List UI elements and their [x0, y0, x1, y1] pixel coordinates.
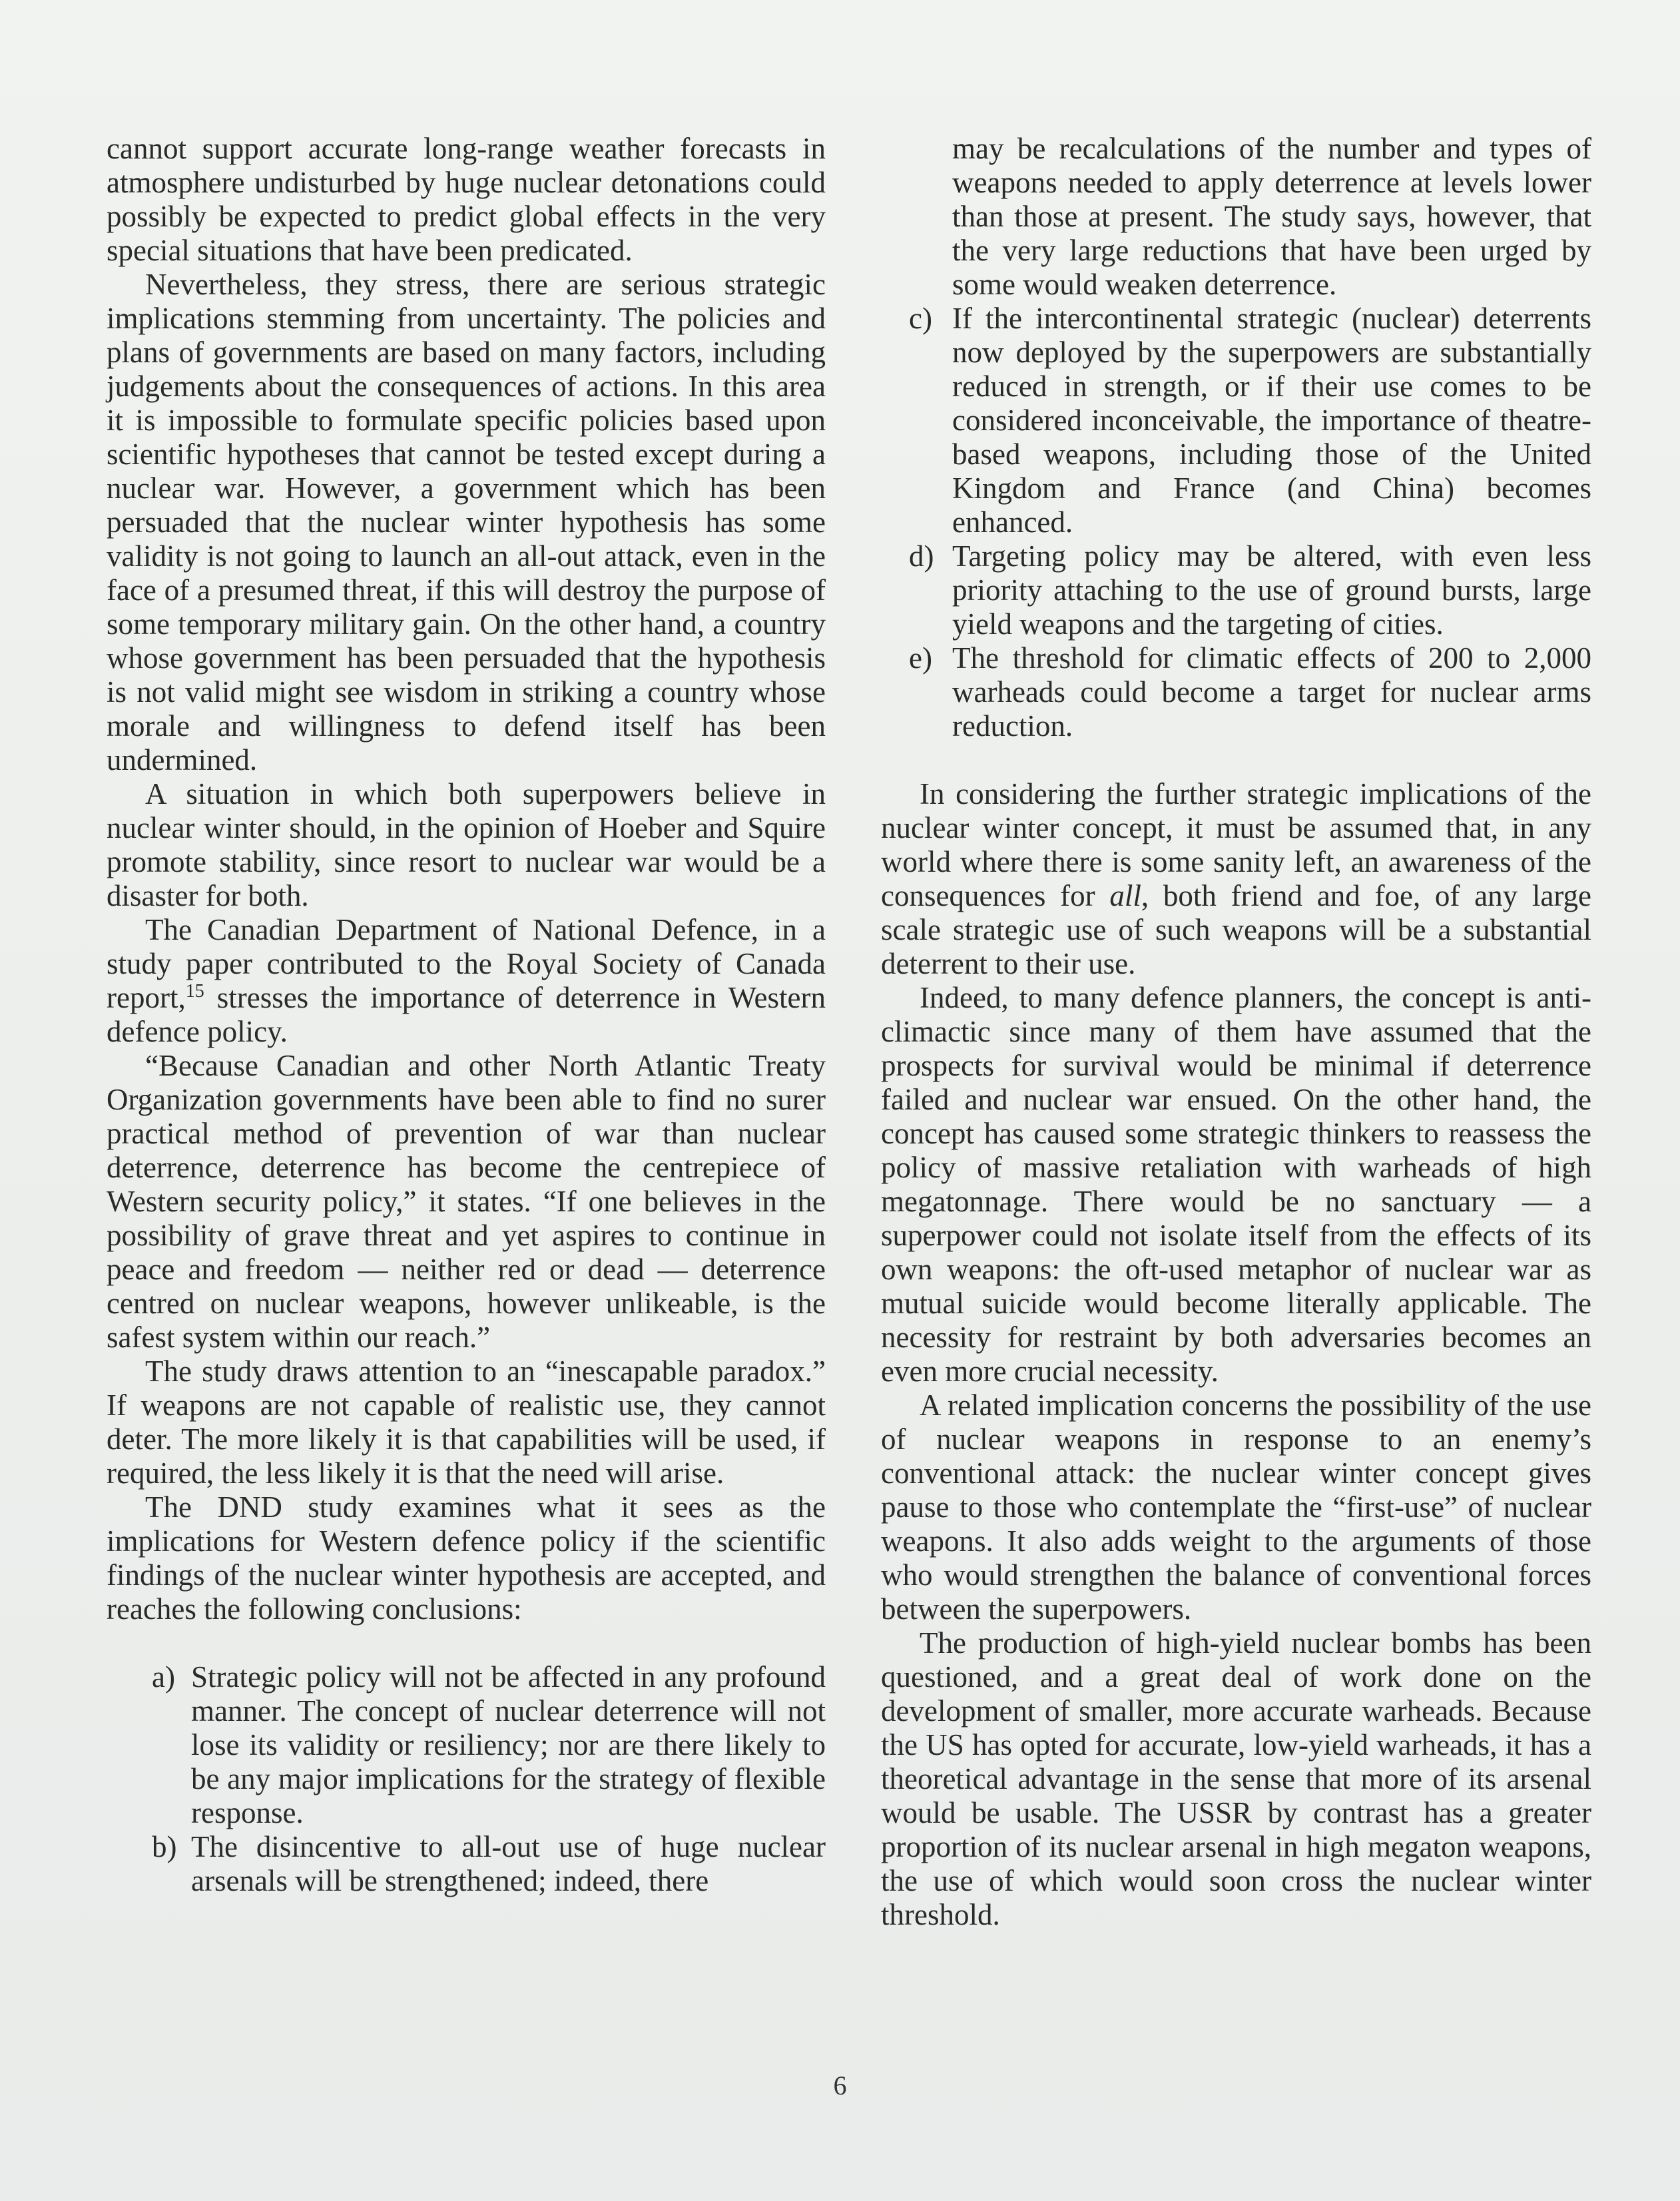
paragraph-text: The Canadian Department of National Defence, in a study paper contributed to the Royal Society of Canada report, — [107, 913, 826, 1014]
paragraph: Nevertheless, they stress, there are serious strategic implications stemming from uncertainty. The policies and plans of governments are based on many factors, including judgements about the consequences of actions. In this area it is impossible to formulate specific policies based upon scientific hypotheses that cannot be tested except during a nuclear war. However, a government which has been persuaded that the nuclear winter hypothesis has some validity is not going to launch an all-out attack, even in the face of a presumed threat, if this will destroy the purpose of some temporary military gain. On the other hand, a country whose government has been persuaded that the hypothesis is not valid might see wisdom in striking a country whose morale and willingness to defend itself has been undermined. — [107, 268, 826, 777]
list-item-text: Targeting policy may be altered, with even less priority attaching to the use of ground bursts, large yield weapons and the targeting of cities. — [952, 539, 1591, 641]
paragraph-text: stresses the importance of deterrence in Western defence policy. — [107, 981, 826, 1048]
list-item-label: b) — [152, 1830, 177, 1863]
emphasis-text: all — [1109, 879, 1141, 912]
list-item-text: may be recalculations of the number and types of weapons needed to apply deterrence at levels lower than those at present. The study says, however, that the very large reductions that have been urged by some would weaken deterrence. — [952, 132, 1591, 301]
list-item-text: If the intercontinental strategic (nuclear) deterrents now deployed by the superpowers are substantially reduced in strength, or if their use comes to be considered inconceivable, the importance of theatre-based weapons, including those of the United Kingdom and France (and China) becomes enhanced. — [952, 302, 1591, 539]
list-item-text: The threshold for climatic effects of 200 to 2,000 warheads could become a target for nuclear arms reduction. — [952, 641, 1591, 743]
quotation-paragraph: “Because Canadian and other North Atlantic Treaty Organization governments have been able to find no surer practical method of prevention of war than nuclear deterrence, deterrence has become the centrepiece of Western security policy,” it states. “If one believes in the possibility of grave threat and yet aspires to continue in peace and freedom — neither red or dead — deterrence centred on nuclear weapons, however unlikeable, is the safest system within our reach.” — [107, 1049, 826, 1354]
paragraph — [881, 777, 1591, 981]
list-item-text: The disincentive to all-out use of huge nuclear arsenals will be strengthened; indeed, there — [191, 1830, 826, 1897]
list-item-label: c) — [909, 302, 932, 335]
paragraph: Indeed, to many defence planners, the concept is anti-climactic since many of them have assumed that the prospects for survival would be minimal if deterrence failed and nuclear war ensued. On the other hand, the concept has caused some strategic thinkers to reassess the policy of massive retaliation with warheads of high megatonnage. There would be no sanctuary — a superpower could not isolate itself from the effects of its own weapons: the oft-used metaphor of nuclear war as mutual suicide would become literally applicable. The necessity for restraint by both adversaries becomes an even more crucial necessity. — [881, 981, 1591, 1388]
list-item-label: e) — [909, 641, 932, 675]
list-item — [881, 641, 1591, 743]
list-item-text: Strategic policy will not be affected in any profound manner. The concept of nuclear deterrence will not lose its validity or resiliency; nor are there likely to be any major implications for the strategy of flexible response. — [191, 1660, 826, 1829]
list-item — [881, 539, 1591, 641]
right-column — [881, 132, 1591, 1932]
paragraph: The DND study examines what it sees as the implications for Western defence policy if the scientific findings of the nuclear winter hypothesis are accepted, and reaches the following conclusions: — [107, 1490, 826, 1626]
list-item — [107, 1660, 826, 1830]
paragraph-text: In considering the further strategic implications of the nuclear winter concept, it must be assumed that, in any world where there is some sanity left, an awareness of the consequences for — [881, 777, 1591, 912]
footnote-reference: 15 — [185, 981, 204, 1002]
list-item-continuation — [881, 132, 1591, 302]
paragraph: A related implication concerns the possibility of the use of nuclear weapons in response to an enemy’s conventional attack: the nuclear winter concept gives pause to those who contemplate the “first-use” of nuclear weapons. It also adds weight to the arguments of those who would strengthen the balance of conventional forces between the superpowers. — [881, 1389, 1591, 1626]
list-item-label: a) — [152, 1660, 175, 1694]
paragraph: The study draws attention to an “inescapable paradox.” If weapons are not capable of realistic use, they cannot deter. The more likely it is that capabilities will be used, if required, the less likely it is that the need will arise. — [107, 1355, 826, 1490]
paragraph — [107, 913, 826, 1049]
left-column — [107, 132, 826, 1898]
paragraph: cannot support accurate long-range weather forecasts in atmosphere undisturbed by huge nuclear detonations could possibly be expected to predict global effects in the very special situations that have been predicated. — [107, 132, 826, 267]
paragraph: The production of high-yield nuclear bombs has been questioned, and a great deal of work done on the development of smaller, more accurate warheads. Because the US has opted for accurate, low-yield warheads, it has a theoretical advantage in the sense that more of its arsenal would be usable. The USSR by contrast has a greater proportion of its nuclear arsenal in high megaton weapons, the use of which would soon cross the nuclear winter threshold. — [881, 1626, 1591, 1931]
list-item — [107, 1830, 826, 1898]
paragraph-text: , both friend and foe, of any large scale strategic use of such weapons will be a substantial deterrent to their use. — [881, 879, 1591, 980]
list-item — [881, 302, 1591, 539]
conclusions-list-continued — [881, 302, 1591, 743]
conclusions-list — [107, 1660, 826, 1898]
page-number: 6 — [833, 2070, 847, 2100]
list-item-label: d) — [909, 539, 934, 573]
paragraph: A situation in which both superpowers believe in nuclear winter should, in the opinion of Hoeber and Squire promote stability, since resort to nuclear war would be a disaster for both. — [107, 777, 826, 912]
